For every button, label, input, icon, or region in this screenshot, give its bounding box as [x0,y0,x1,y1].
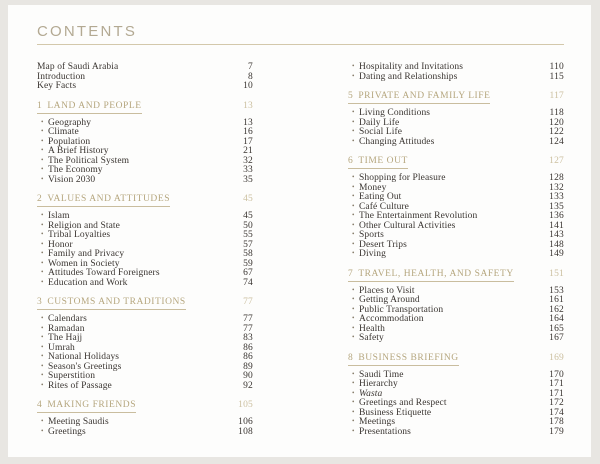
section-title [37,400,136,413]
toc-entry-page: 67 [243,268,253,278]
section-name: VALUES AND ATTITUDES [47,194,171,204]
bullet-icon: • [41,417,44,425]
bullet-icon: • [352,127,355,135]
bullet-icon: • [41,146,44,154]
bullet-icon: • [41,277,44,286]
section-page: 45 [243,194,253,204]
toc-entry-label: Wasta [359,388,383,399]
bullet-icon: • [41,371,44,379]
toc-entry-page: 136 [549,211,564,221]
bullet-icon: • [41,117,44,126]
toc-entry-label: Diving [359,249,386,259]
bullet-icon: • [352,398,355,406]
toc-entry-label: Sports [359,230,384,240]
toc-entry-page: 106 [238,417,253,427]
header-rule [37,44,564,45]
toc-entry-page: 149 [549,249,564,259]
section-name: TRAVEL, HEALTH, AND SAFETY [358,268,514,279]
section-number: 5 [348,91,354,101]
toc-entry-label: Key Facts [37,81,77,91]
toc-entry-page: 132 [549,182,564,193]
toc-entry-page: 153 [549,285,564,296]
toc-entry-label: Islam [48,211,70,221]
section-page: 13 [243,100,253,111]
toc-entry-label: Meetings [359,417,396,427]
toc-entry-label: Climate [48,127,79,137]
bullet-icon: • [41,211,44,219]
toc-entry-label: Places to Visit [359,285,415,296]
section-title [37,101,142,114]
bullet-icon: • [352,62,355,70]
toc-entry-page: 108 [238,426,253,437]
bullet-icon: • [352,136,355,145]
toc-section [37,101,253,186]
bullet-icon: • [41,258,44,267]
section-page: 127 [549,156,564,166]
section-heading [37,400,253,413]
toc-entry-page: 7 [248,62,253,72]
toc-entry [348,250,564,260]
toc-section [37,297,253,391]
toc-entry-page: 77 [243,314,253,324]
toc-entry-label: Daily Life [359,117,400,128]
section-page: 151 [549,268,564,279]
toc-entry [348,73,564,83]
section-title [348,91,490,104]
bullet-icon: • [41,136,44,145]
toc-entry-label: Geography [48,117,92,128]
section-title [37,194,170,207]
toc-entry-page: 110 [549,62,564,72]
bullet-icon: • [352,71,355,80]
toc-entry-label: Vision 2030 [48,174,96,185]
bullet-icon: • [352,249,355,257]
toc-entry [37,382,253,392]
toc-entry [348,334,564,344]
bullet-icon: • [41,174,44,183]
section-number: 3 [37,297,43,307]
book-page [8,5,591,457]
toc-section [348,156,564,260]
toc-entry-page: 74 [243,277,253,288]
toc-entry-page: 77 [243,323,253,334]
toc-entry-page: 162 [549,304,564,315]
toc-entry-page: 178 [549,417,564,427]
toc-entry-label: Superstition [48,371,96,381]
bullet-icon: • [352,314,355,322]
toc-entry-label: Safety [359,333,384,343]
toc-entry-page: 124 [549,136,564,147]
toc-entry-page: 59 [243,258,253,269]
toc-entry-label: Changing Attitudes [359,136,435,147]
toc-entry [348,428,564,438]
bullet-icon: • [352,407,355,416]
bullet-icon: • [352,230,355,238]
toc-section [348,353,564,438]
bullet-icon: • [41,342,44,351]
toc-entry-page: 164 [549,314,564,324]
toc-entry-label: Ramadan [48,323,85,334]
toc-section [37,400,253,437]
section-heading [37,194,253,207]
toc-entry-label: Dating and Relationships [359,71,458,82]
toc-entry-label: Shopping for Pleasure [359,173,446,183]
bullet-icon: • [41,127,44,135]
toc-section [348,269,564,344]
toc-entry-page: 21 [243,146,253,156]
toc-entry-label: Desert Trips [359,239,407,250]
section-number: 7 [348,268,354,279]
bullet-icon: • [41,380,44,389]
bullet-icon: • [352,426,355,435]
bullet-icon: • [41,165,44,173]
toc-entry [348,138,564,148]
toc-entry [37,176,253,186]
bullet-icon: • [352,323,355,332]
toc-entry-label: Education and Work [48,277,128,288]
toc-columns [37,63,564,437]
toc-entry-page: 172 [549,398,564,408]
toc-entry-page: 89 [243,361,253,372]
section-heading [348,269,564,282]
bullet-icon: • [352,295,355,303]
toc-column-right [348,63,564,437]
toc-entry-page: 55 [243,230,253,240]
toc-entry-page: 128 [549,173,564,183]
toc-entry-page: 50 [243,220,253,231]
bullet-icon: • [352,369,355,378]
toc-entry-label: Money [359,182,387,193]
section-name: PRIVATE AND FAMILY LIFE [358,91,491,101]
section-title [348,353,459,366]
toc-entry-label: Presentations [359,426,411,437]
toc-entry-page: 170 [549,369,564,380]
toc-entry-label: Café Culture [359,201,410,212]
toc-entry-label: Tribal Loyalties [48,230,111,240]
section-name: BUSINESS BRIEFING [358,352,459,363]
toc-entry-label: Greetings and Respect [359,398,447,408]
toc-entry-page: 83 [243,333,253,343]
bullet-icon: • [41,220,44,229]
toc-entry-page: 8 [248,71,253,82]
toc-entry-page: 143 [549,230,564,240]
toc-entry-label: Women in Society [48,258,120,269]
toc-entry-label: Eating Out [359,192,402,202]
toc-entry-label: The Political System [48,155,130,166]
bullet-icon: • [352,304,355,313]
bullet-icon: • [352,285,355,294]
bullet-icon: • [352,220,355,229]
bullet-icon: • [41,239,44,248]
toc-entry-label: Living Conditions [359,108,431,118]
toc-entry-label: National Holidays [48,352,120,362]
toc-entry-label: Greetings [48,426,86,437]
toc-entry-label: The Hajj [48,333,83,343]
page-title: CONTENTS [37,23,138,40]
toc-entry-label: Other Cultural Activities [359,220,456,231]
bullet-icon: • [352,201,355,210]
toc-entry-page: 120 [549,117,564,128]
section-number: 2 [37,194,43,204]
section-heading [348,156,564,169]
toc-entry-page: 10 [243,81,253,91]
section-page: 117 [549,91,564,101]
toc-entry-label: Honor [48,239,73,250]
bullet-icon: • [352,379,355,387]
toc-entry-page: 58 [243,249,253,259]
toc-entry-page: 174 [549,407,564,418]
toc-entry-page: 17 [243,136,253,147]
toc-entry-label: Getting Around [359,295,420,305]
toc-entry-label: Calendars [48,314,87,324]
section-page: 169 [549,352,564,363]
toc-entry-page: 86 [243,352,253,362]
bullet-icon: • [41,249,44,257]
toc-entry-label: A Brief History [48,146,109,156]
toc-entry-page: 57 [243,239,253,250]
bullet-icon: • [41,333,44,341]
toc-entry-page: 92 [243,380,253,391]
toc-column-left [37,63,253,437]
section-heading [37,297,253,310]
toc-entry-label: The Economy [48,165,103,175]
toc-entry-page: 133 [549,192,564,202]
toc-entry-label: Saudi Time [359,369,404,380]
section-number: 8 [348,352,354,363]
bullet-icon: • [352,417,355,425]
bullet-icon: • [352,117,355,126]
section-heading [37,101,253,114]
bullet-icon: • [41,352,44,360]
bullet-icon: • [352,388,355,397]
toc-entry-page: 148 [549,239,564,250]
section-name: LAND AND PEOPLE [47,100,142,111]
toc-entry-label: Health [359,323,385,334]
section-heading [348,353,564,366]
bullet-icon: • [352,239,355,248]
toc-entry-page: 167 [549,333,564,343]
section-heading [348,91,564,104]
bullet-icon: • [41,268,44,276]
bullet-icon: • [41,314,44,322]
bullet-icon: • [352,108,355,116]
bullet-icon: • [41,426,44,435]
bullet-icon: • [41,155,44,164]
toc-entry-label: Umrah [48,342,75,353]
toc-entry-label: Religion and State [48,220,120,231]
toc-entry-page: 86 [243,342,253,353]
toc-entry-page: 179 [549,426,564,437]
toc-entry [37,428,253,438]
toc-entry-page: 118 [549,108,564,118]
toc-entry-page: 165 [549,323,564,334]
toc-entry-page: 32 [243,155,253,166]
section-name: CUSTOMS AND TRADITIONS [47,297,186,307]
bullet-icon: • [352,182,355,191]
section-title [348,156,408,169]
toc-entry [37,82,253,92]
toc-entry-label: Meeting Saudis [48,417,109,427]
toc-section [37,194,253,288]
toc-entry-page: 33 [243,165,253,175]
section-name: MAKING FRIENDS [47,400,137,410]
toc-entry-page: 90 [243,371,253,381]
bullet-icon: • [41,323,44,332]
section-page: 105 [238,400,253,410]
toc-entry [37,279,253,289]
toc-entry-label: Population [48,136,91,147]
section-title [37,297,186,310]
toc-entry-label: Attitudes Toward Foreigners [48,268,160,278]
toc-entry-page: 171 [549,388,564,399]
toc-entry-page: 13 [243,117,253,128]
bullet-icon: • [41,230,44,238]
section-number: 6 [348,156,354,166]
toc-entry-label: Map of Saudi Arabia [37,62,119,72]
toc-entry-label: The Entertainment Revolution [359,211,478,221]
toc-entry-page: 161 [549,295,564,305]
bullet-icon: • [41,361,44,370]
toc-entry-label: Rites of Passage [48,380,112,391]
section-title [348,269,514,282]
toc-entry-label: Business Etiquette [359,407,432,418]
toc-entry-page: 35 [243,174,253,185]
section-name: TIME OUT [358,156,408,166]
toc-entry-page: 171 [549,379,564,389]
toc-entry-page: 135 [549,201,564,212]
toc-entry-page: 141 [549,220,564,231]
section-number: 1 [37,100,43,111]
toc-section [348,91,564,147]
toc-entry-label: Family and Privacy [48,249,125,259]
section-number: 4 [37,400,43,410]
toc-entry-page: 122 [549,127,564,137]
toc-entry-label: Introduction [37,71,86,82]
bullet-icon: • [352,192,355,200]
toc-entry-label: Hospitality and Invitations [359,62,464,72]
bullet-icon: • [352,173,355,181]
toc-entry-label: Season's Greetings [48,361,122,372]
toc-entry-page: 16 [243,127,253,137]
toc-entry-page: 115 [549,71,564,82]
toc-entry-label: Accommodation [359,314,424,324]
bullet-icon: • [352,333,355,341]
toc-entry-label: Social Life [359,127,403,137]
section-page: 77 [243,297,253,307]
toc-entry-label: Hierarchy [359,379,398,389]
toc-entry-page: 45 [243,211,253,221]
toc-entry-label: Public Transportation [359,304,444,315]
bullet-icon: • [352,211,355,219]
